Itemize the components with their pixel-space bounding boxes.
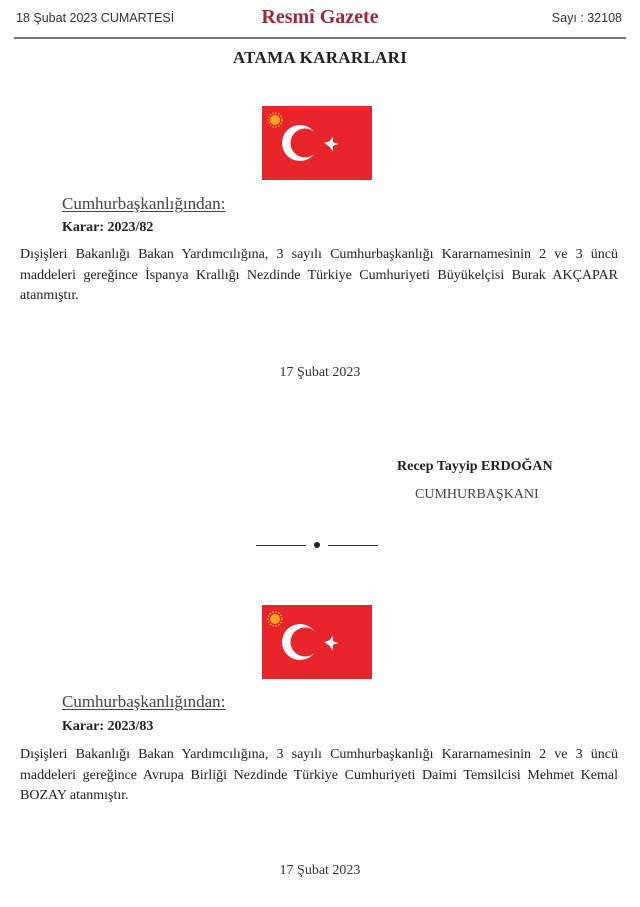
signer-name: Recep Tayyip ERDOĞAN bbox=[397, 459, 553, 474]
decision-text: Dışişleri Bakanlığı Bakan Yardımcılığına, 3 sayılı Cumhurbaşkanlığı Kararnamesinin 2 ve 3 üncü maddeleri gereğince İspanya Krallığı Nezdinde Türkiye Cumhuriyeti Büyükelçisi Burak AKÇAPAR atanmıştır. bbox=[20, 247, 618, 303]
issue-number: Sayı : 32108 bbox=[551, 11, 622, 25]
gazette-title: Resmî Gazete bbox=[261, 6, 379, 28]
decision-text: Dışişleri Bakanlığı Bakan Yardımcılığına, 3 sayılı Cumhurbaşkanlığı Kararnamesinin 2 ve 3 üncü maddeleri gereğince Avrupa Birliği Nezdinde Türkiye Cumhuriyeti Daimi Temsilcisi Mehmet Kemal BOZAY atanmıştır. bbox=[20, 747, 618, 803]
decision-number: Karar: 2023/83 bbox=[62, 719, 154, 734]
decision-date: 17 Şubat 2023 bbox=[279, 863, 361, 878]
issuer-label: Cumhurbaşkanlığından: bbox=[62, 692, 226, 711]
section-separator bbox=[256, 536, 380, 552]
separator-dot-icon bbox=[314, 542, 320, 548]
header-divider bbox=[14, 37, 626, 39]
issuer-label: Cumhurbaşkanlığından: bbox=[62, 194, 226, 213]
separator-line-left bbox=[256, 545, 306, 546]
turkish-flag-icon bbox=[262, 106, 372, 180]
decision-number: Karar: 2023/82 bbox=[62, 220, 154, 235]
section-title: ATAMA KARARLARI bbox=[232, 48, 408, 67]
separator-line-right bbox=[328, 545, 378, 546]
turkish-flag-icon bbox=[262, 605, 372, 679]
decision-date: 17 Şubat 2023 bbox=[279, 365, 361, 380]
header-date: 18 Şubat 2023 CUMARTESİ bbox=[16, 11, 175, 25]
signer-title: CUMHURBAŞKANI bbox=[415, 487, 539, 502]
